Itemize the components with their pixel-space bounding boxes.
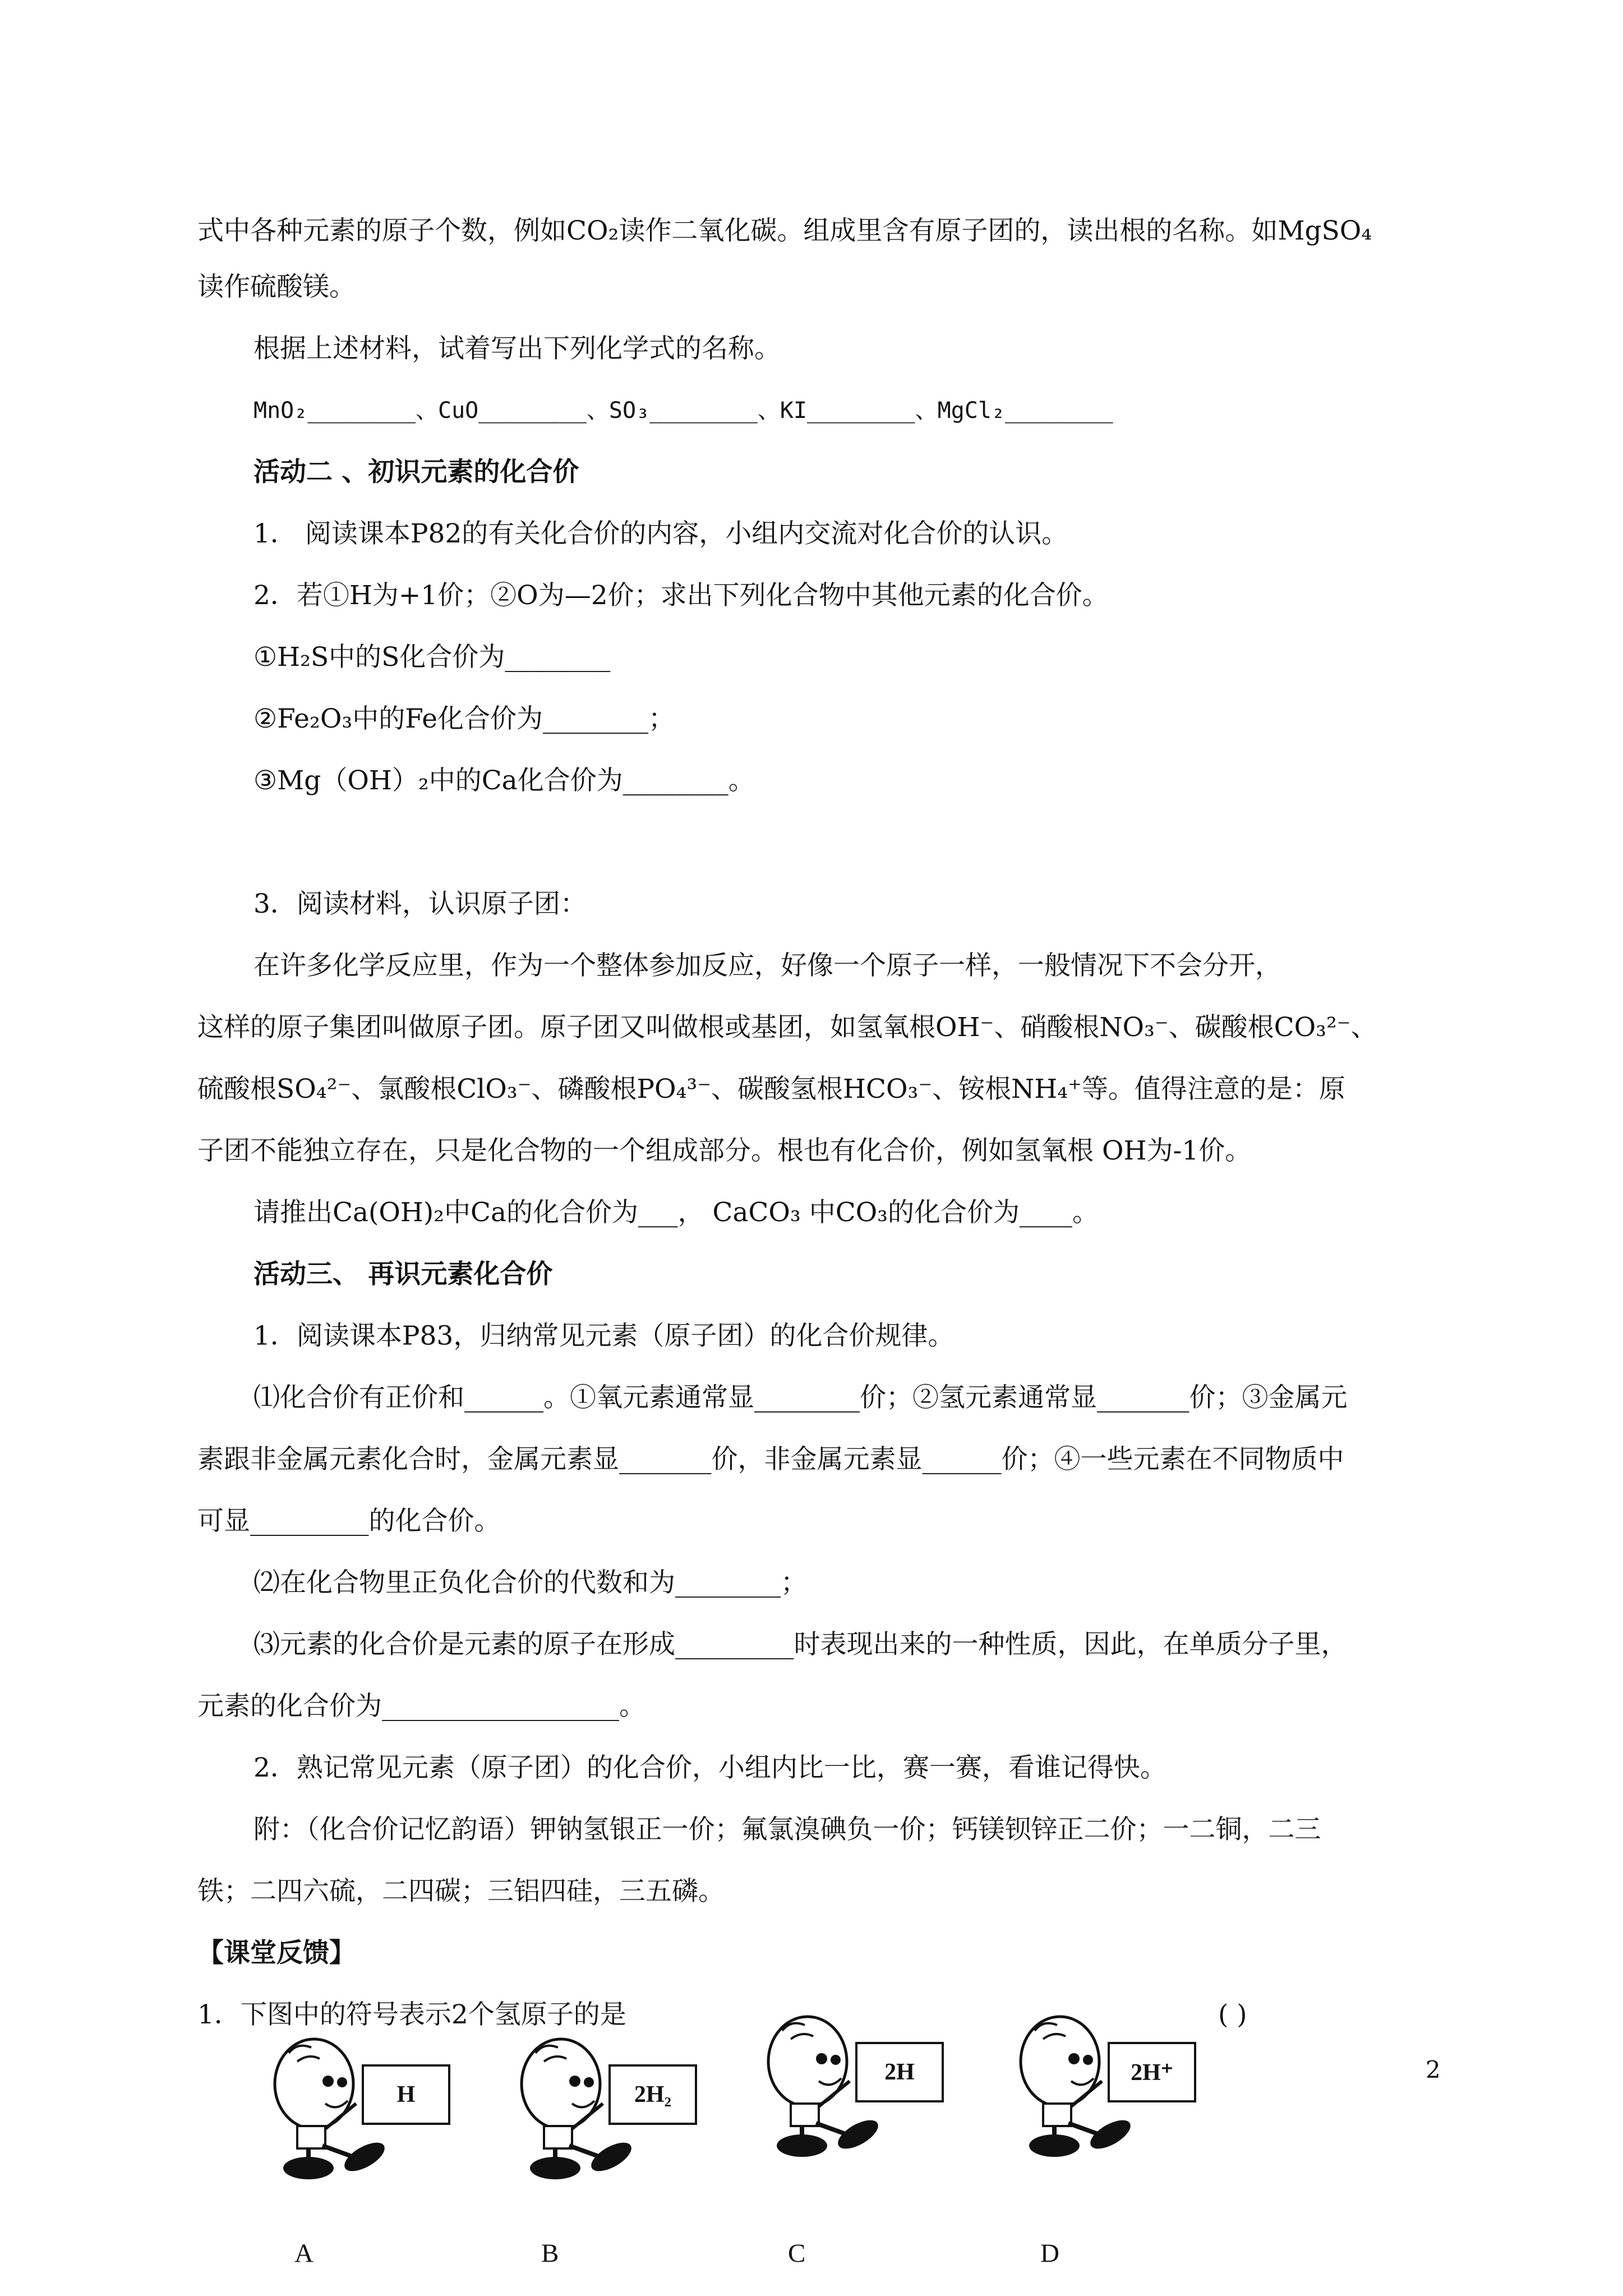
rule-line: ⑴化合价有正价和______。①氧元素通常显________价；②氢元素通常显_______价；③金属元 bbox=[253, 1382, 1348, 1413]
rule-line: ⑵在化合物里正负化合价的代数和为________； bbox=[253, 1567, 807, 1598]
question: 1．阅读课本P83，归纳常见元素（原子团）的化合价规律。 bbox=[253, 1320, 955, 1351]
feedback-question: 1．下图中的符号表示2个氢原子的是 bbox=[197, 1999, 626, 2030]
question: 1． 阅读课本P82的有关化合价的内容，小组内交流对化合价的认识。 bbox=[253, 518, 1068, 549]
rule-line: 可显_________的化合价。 bbox=[197, 1506, 501, 1536]
sub-question: ③Mg（OH）₂中的Ca化合价为________。 bbox=[253, 765, 755, 796]
mnemonic-line: 附：（化合价记忆韵语）钾钠氢银正一价；氟氯溴碘负一价；钙镁钡锌正二价；一二铜，二三 bbox=[253, 1814, 1321, 1845]
section-title: 活动二 、初识元素的化合价 bbox=[253, 457, 579, 487]
symbol-box: 2H₂ bbox=[608, 2064, 697, 2125]
text-line: 根据上述材料，试着写出下列化学式的名称。 bbox=[253, 333, 781, 364]
symbol-box: H bbox=[362, 2064, 450, 2125]
question: 2．熟记常见元素（原子团）的化合价，小组内比一比，赛一赛，看谁记得快。 bbox=[253, 1752, 1166, 1783]
mnemonic-line: 铁；二四六硫，二四碳；三铝四硅，三五磷。 bbox=[197, 1876, 725, 1907]
feedback-title: 【课堂反馈】 bbox=[197, 1938, 356, 1968]
option-label: D bbox=[1040, 2239, 1059, 2268]
fill-in-line: MnO₂________、CuO________、SO₃________、KI________、MgCl₂________ bbox=[253, 398, 1113, 424]
section-title: 活动三、 再识元素化合价 bbox=[253, 1259, 553, 1290]
option-label: C bbox=[788, 2239, 806, 2268]
option-label: A bbox=[294, 2239, 313, 2268]
rule-line: 元素的化合价为__________________。 bbox=[197, 1691, 645, 1722]
text-line: 读作硫酸镁。 bbox=[197, 272, 356, 302]
text-line: 式中各种元素的原子个数，例如CO₂读作二氧化碳。组成里含有原子团的，读出根的名称。如MgSO₄ bbox=[197, 215, 1372, 246]
rule-line: ⑶元素的化合价是元素的原子在形成_________时表现出来的一种性质，因此，在单质分子里， bbox=[253, 1629, 1348, 1660]
sub-question: ②Fe₂O₃中的Fe化合价为________； bbox=[253, 703, 675, 734]
question: 请推出Ca(OH)₂中Ca的化合价为___， CaCO₃ 中CO₃的化合价为____。 bbox=[253, 1197, 1099, 1228]
question: 3．阅读材料，认识原子团： bbox=[253, 889, 587, 919]
page-number: 2 bbox=[1426, 2056, 1441, 2083]
paragraph-line: 硫酸根SO₄²⁻、氯酸根ClO₃⁻、磷酸根PO₄³⁻、碳酸氢根HCO₃⁻、铵根NH₄⁺等。值得注意的是：原 bbox=[197, 1074, 1345, 1105]
question: 2．若①H为+1价；②O为—2价；求出下列化合物中其他元素的化合价。 bbox=[253, 580, 1109, 611]
sub-question: ①H₂S中的S化合价为________ bbox=[253, 642, 611, 673]
symbol-box: 2H⁺ bbox=[1108, 2042, 1196, 2102]
option-label: B bbox=[541, 2239, 559, 2268]
paragraph-line: 这样的原子集团叫做原子团。原子团又叫做根或基团，如氢氧根OH⁻、硝酸根NO₃⁻、碳酸根CO₃²⁻、 bbox=[197, 1012, 1377, 1043]
paragraph-line: 子团不能独立存在，只是化合物的一个组成部分。根也有化合价，例如氢氧根 OH为-1价。 bbox=[197, 1135, 1252, 1166]
answer-bracket: ( ) bbox=[1218, 1999, 1247, 2030]
symbol-box: 2H bbox=[855, 2042, 944, 2102]
rule-line: 素跟非金属元素化合时，金属元素显_______价，非金属元素显______价；④一些元素在不同物质中 bbox=[197, 1444, 1344, 1475]
paragraph-line: 在许多化学反应里，作为一个整体参加反应，好像一个原子一样，一般情况下不会分开， bbox=[253, 950, 1281, 981]
